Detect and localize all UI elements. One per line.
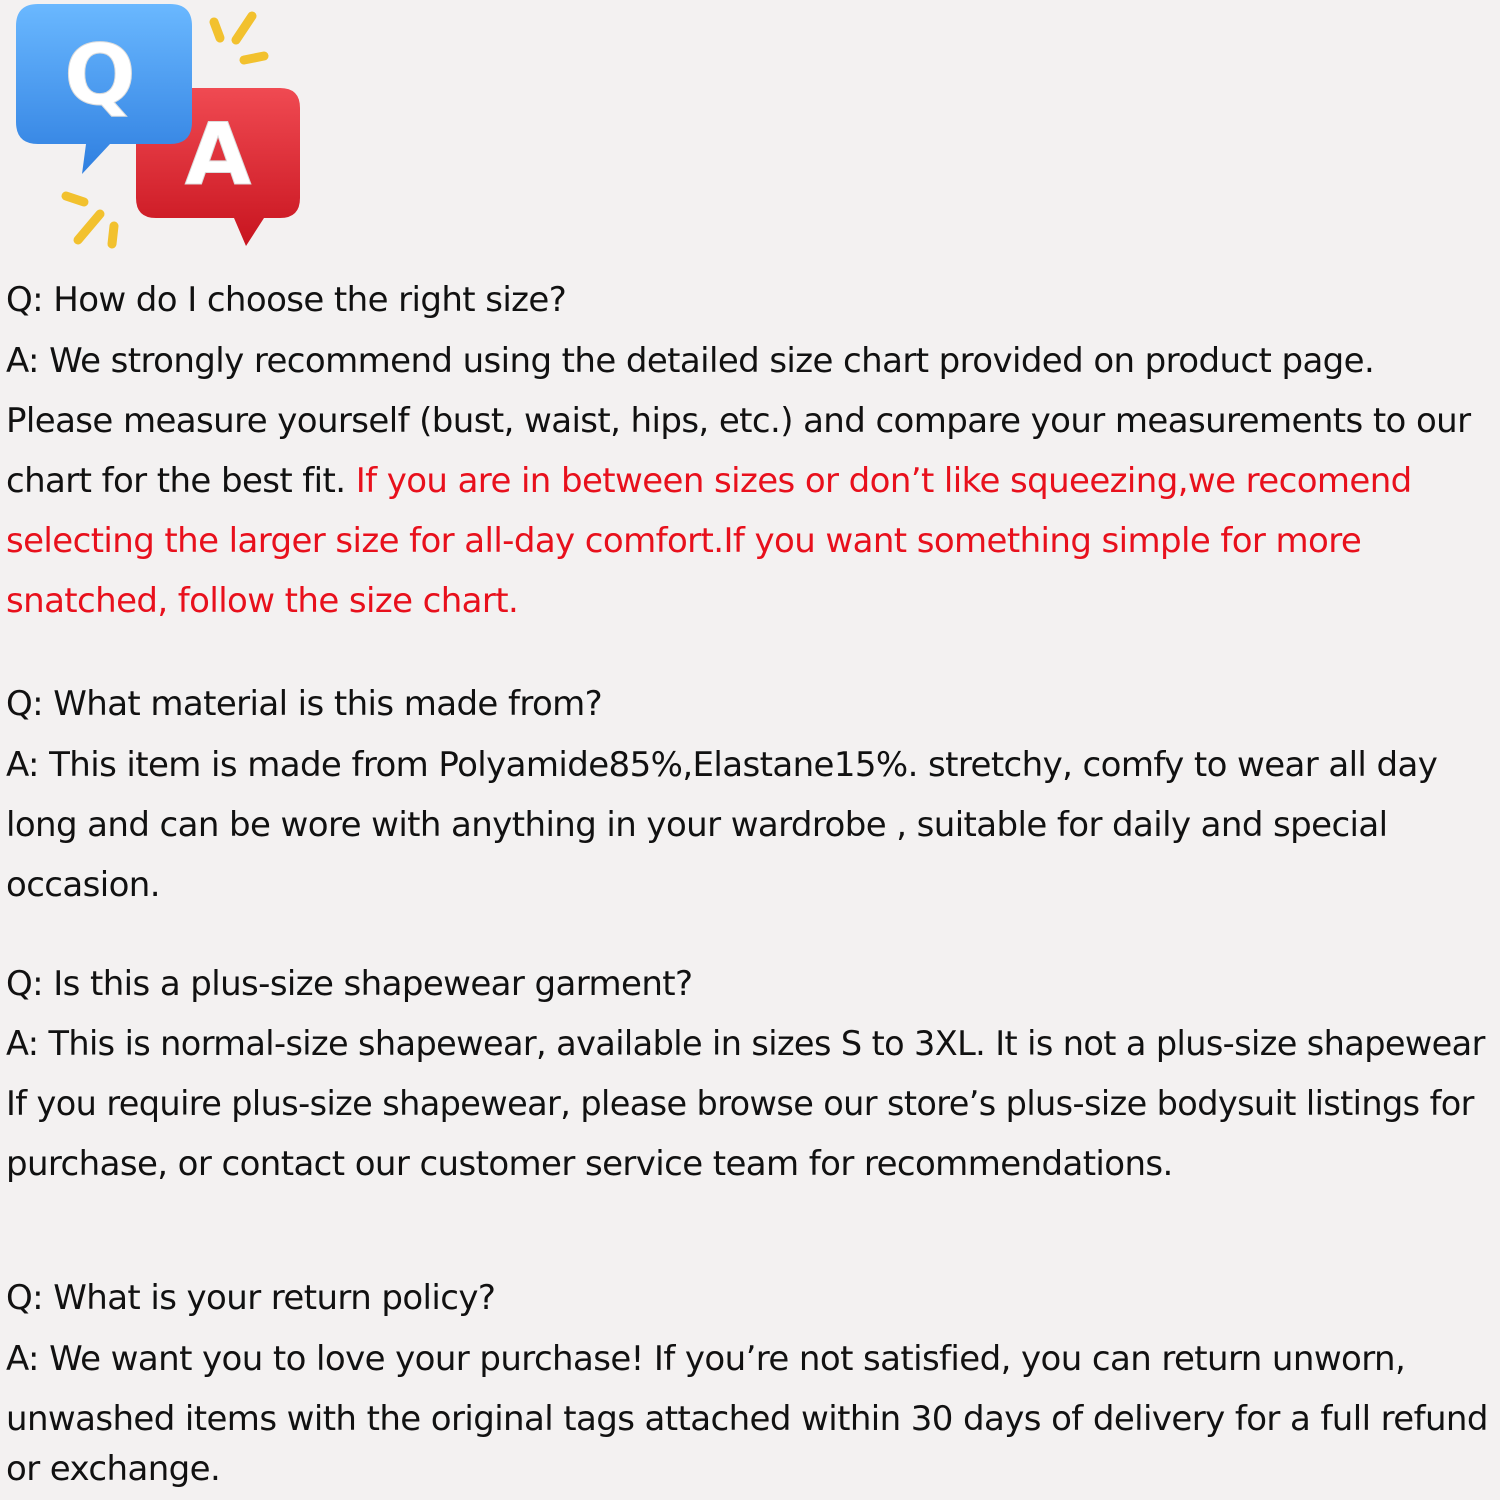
faq-material-answer-line: long and can be wore with anything in your wardrobe , suitable for daily and special xyxy=(6,805,1388,845)
spark-icon xyxy=(214,16,264,60)
qa-logo xyxy=(8,0,308,260)
size-advice-highlight: snatched, follow the size chart. xyxy=(6,581,519,621)
faq-size-answer-line: A: We strongly recommend using the detailed size chart provided on product page. xyxy=(6,341,1375,381)
faq-plus-size-answer-line: A: This is normal-size shapewear, available in sizes S to 3XL. It is not a plus-size shapewear xyxy=(6,1024,1485,1063)
faq-size-answer-line xyxy=(6,451,1412,511)
spark-icon xyxy=(66,196,114,244)
faq-plus-size-question: Q: Is this a plus-size shapewear garment? xyxy=(6,964,693,1004)
answer-letter: A xyxy=(184,105,252,205)
faq-returns-answer-line: A: We want you to love your purchase! If you’re not satisfied, you can return unworn, xyxy=(6,1339,1406,1379)
faq-returns-answer-line: unwashed items with the original tags attached within 30 days of delivery for a full refund xyxy=(6,1399,1488,1439)
question-letter: Q xyxy=(64,26,136,124)
faq-material-answer-line: occasion. xyxy=(6,865,160,905)
faq-returns-answer-line: or exchange. xyxy=(6,1449,221,1489)
faq-plus-size-answer-line: If you require plus-size shapewear, please browse our store’s plus-size bodysuit listings for xyxy=(6,1084,1474,1123)
faq-size-answer-line: Please measure yourself (bust, waist, hips, etc.) and compare your measurements to our xyxy=(6,401,1471,441)
size-advice-highlight: selecting the larger size for all-day comfort.If you want something simple for more xyxy=(6,521,1362,561)
faq-returns-question: Q: What is your return policy? xyxy=(6,1278,496,1318)
size-advice-highlight: If you are in between sizes or don’t like squeezing,we recomend xyxy=(355,461,1412,501)
faq-material-question: Q: What material is this made from? xyxy=(6,684,603,724)
faq-plus-size-answer-line: purchase, or contact our customer service team for recommendations. xyxy=(6,1144,1173,1184)
faq-material-answer-line: A: This item is made from Polyamide85%,Elastane15%. stretchy, comfy to wear all day xyxy=(6,745,1438,785)
faq-size-question: Q: How do I choose the right size? xyxy=(6,280,567,320)
faq-size-answer-text: chart for the best fit. xyxy=(6,461,356,501)
